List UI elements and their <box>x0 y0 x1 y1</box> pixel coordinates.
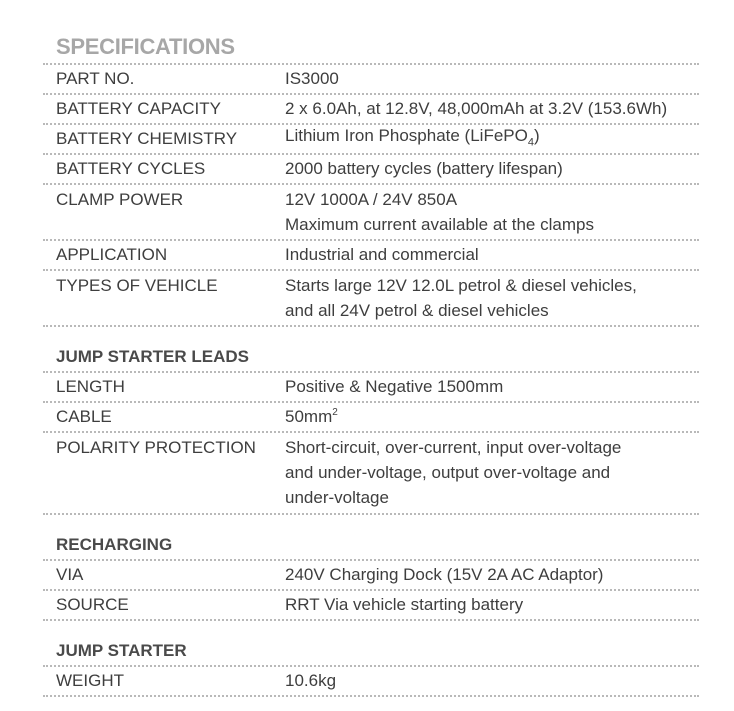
spec-sheet <box>43 32 699 697</box>
superscript: 2 <box>332 407 338 418</box>
spec-row-battery-chemistry <box>43 125 699 153</box>
spec-value-line: 12V 1000A / 24V 850A <box>285 190 458 209</box>
section-heading-leads: JUMP STARTER LEADS <box>56 347 250 366</box>
spec-label: APPLICATION <box>56 245 168 264</box>
spec-value-line: Maximum current available at the clamps <box>285 215 594 234</box>
spec-value: RRT Via vehicle starting battery <box>285 595 524 614</box>
spec-value-line: and all 24V petrol & diesel vehicles <box>285 301 549 320</box>
spec-row-application <box>43 241 699 269</box>
spec-label: WEIGHT <box>56 671 124 690</box>
spec-value <box>285 122 699 156</box>
spec-row-clamp-power <box>43 185 699 239</box>
spec-value-line: Starts large 12V 12.0L petrol & diesel vehicles, <box>285 276 637 295</box>
spec-label: CABLE <box>56 407 112 426</box>
spec-row-polarity-protection <box>43 433 699 513</box>
spec-value: 240V Charging Dock (15V 2A AC Adaptor) <box>285 565 604 584</box>
spec-row-part-no <box>43 65 699 93</box>
spec-row-cable <box>43 403 699 431</box>
spec-label: SOURCE <box>56 595 129 614</box>
section-heading-jump-starter: JUMP STARTER <box>56 641 187 660</box>
spec-value-text: ) <box>533 125 540 145</box>
spec-label: BATTERY CHEMISTRY <box>56 129 238 148</box>
spec-row-source <box>43 591 699 619</box>
spec-row-battery-capacity <box>43 95 699 123</box>
section-heading-recharging: RECHARGING <box>56 535 173 554</box>
spec-row-weight <box>43 667 699 695</box>
spec-value-line: and under-voltage, output over-voltage and <box>285 463 611 482</box>
spec-label: VIA <box>56 565 84 584</box>
subscript: 4 <box>527 136 534 149</box>
spec-value: 10.6kg <box>285 671 337 690</box>
spec-row-battery-cycles <box>43 155 699 183</box>
spec-label: LENGTH <box>56 377 125 396</box>
spec-value <box>285 187 699 239</box>
spec-value: IS3000 <box>285 69 339 88</box>
spec-row-via <box>43 561 699 589</box>
spec-value-text: Lithium Iron Phosphate (LiFePO <box>285 125 528 145</box>
spec-label: BATTERY CYCLES <box>56 159 206 178</box>
spec-label: PART NO. <box>56 69 135 88</box>
spec-value: Positive & Negative 1500mm <box>285 377 504 396</box>
spec-row-length <box>43 373 699 401</box>
spec-value: 2000 battery cycles (battery lifespan) <box>285 159 563 178</box>
spec-label: TYPES OF VEHICLE <box>56 276 218 295</box>
spec-label: BATTERY CAPACITY <box>56 99 222 118</box>
spec-value: Industrial and commercial <box>285 245 479 264</box>
spec-label: POLARITY PROTECTION <box>56 438 256 457</box>
spec-value <box>285 435 699 513</box>
spec-row-types-of-vehicle <box>43 271 699 325</box>
spec-value-text: 50mm <box>285 407 333 426</box>
page-title: SPECIFICATIONS <box>56 34 235 59</box>
spec-value <box>285 273 699 325</box>
divider <box>43 695 699 697</box>
spec-value: 2 x 6.0Ah, at 12.8V, 48,000mAh at 3.2V (153.6Wh) <box>285 99 668 118</box>
spec-value-line: under-voltage <box>285 488 389 507</box>
spec-label: CLAMP POWER <box>56 190 184 209</box>
spec-value-line: Short-circuit, over-current, input over-voltage <box>285 438 622 457</box>
spec-value <box>285 403 699 431</box>
